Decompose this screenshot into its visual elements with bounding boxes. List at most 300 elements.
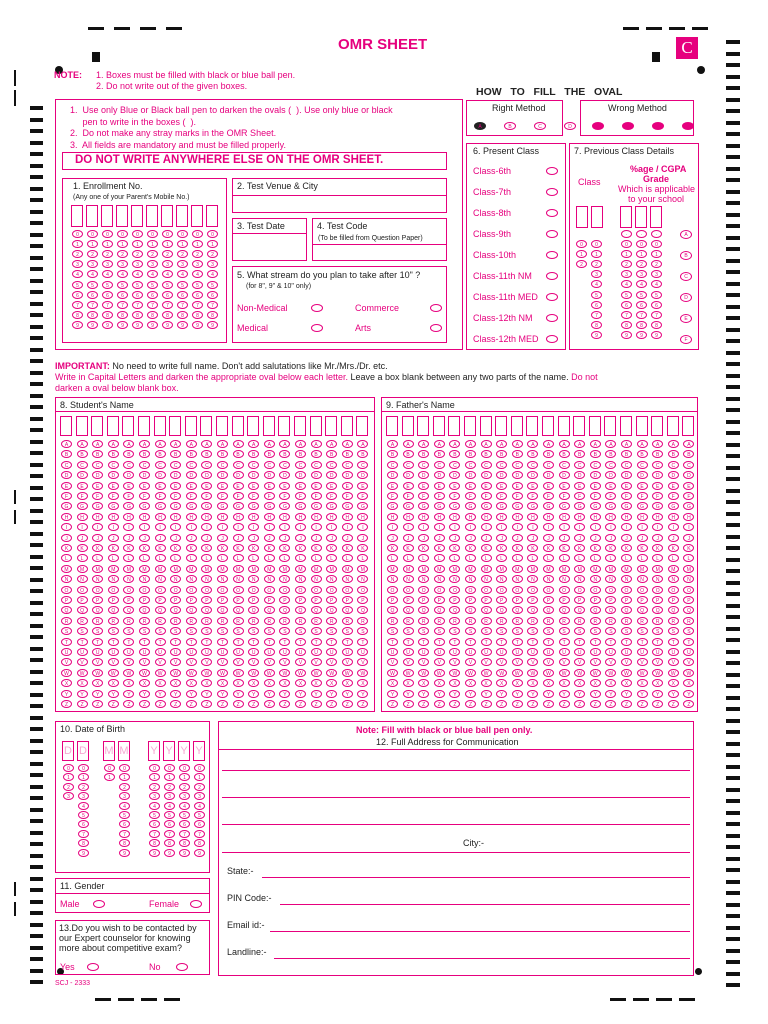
enrollment-oval[interactable]: 8: [87, 311, 98, 319]
student-name-oval[interactable]: O: [77, 586, 88, 594]
enrollment-oval[interactable]: 5: [132, 281, 143, 289]
student-name-oval[interactable]: M: [217, 565, 228, 573]
father-name-oval[interactable]: B: [637, 450, 648, 458]
student-name-oval[interactable]: M: [264, 565, 275, 573]
student-name-oval[interactable]: V: [264, 658, 275, 666]
father-name-oval[interactable]: K: [590, 544, 601, 552]
father-name-oval[interactable]: K: [465, 544, 476, 552]
father-name-oval[interactable]: R: [496, 617, 507, 625]
father-name-letter-box[interactable]: [542, 416, 554, 436]
father-name-oval[interactable]: Z: [559, 700, 570, 708]
enrollment-oval[interactable]: 7: [102, 301, 113, 309]
father-name-oval[interactable]: X: [387, 679, 398, 687]
student-name-oval[interactable]: H: [186, 513, 197, 521]
student-name-oval[interactable]: W: [248, 669, 259, 677]
father-name-oval[interactable]: V: [512, 658, 523, 666]
father-name-oval[interactable]: H: [418, 513, 429, 521]
student-name-oval[interactable]: K: [357, 544, 368, 552]
father-name-oval[interactable]: Z: [496, 700, 507, 708]
father-name-oval[interactable]: R: [387, 617, 398, 625]
student-name-oval[interactable]: C: [139, 461, 150, 469]
student-name-oval[interactable]: I: [123, 523, 134, 531]
dob-oval[interactable]: 4: [179, 802, 190, 810]
father-name-oval[interactable]: P: [574, 596, 585, 604]
student-name-oval[interactable]: Y: [186, 690, 197, 698]
student-name-oval[interactable]: C: [326, 461, 337, 469]
student-name-oval[interactable]: T: [186, 638, 197, 646]
grade-oval[interactable]: 4: [621, 280, 632, 288]
father-name-oval[interactable]: N: [590, 575, 601, 583]
student-name-oval[interactable]: P: [217, 596, 228, 604]
father-name-oval[interactable]: F: [434, 492, 445, 500]
father-name-oval[interactable]: T: [668, 638, 679, 646]
student-name-oval[interactable]: V: [217, 658, 228, 666]
student-name-oval[interactable]: S: [139, 627, 150, 635]
father-name-oval[interactable]: S: [527, 627, 538, 635]
father-name-oval[interactable]: F: [590, 492, 601, 500]
student-name-oval[interactable]: L: [279, 554, 290, 562]
father-name-oval[interactable]: L: [574, 554, 585, 562]
father-name-oval[interactable]: S: [637, 627, 648, 635]
enrollment-oval[interactable]: 0: [207, 230, 218, 238]
student-name-oval[interactable]: T: [123, 638, 134, 646]
father-name-oval[interactable]: M: [527, 565, 538, 573]
student-name-oval[interactable]: D: [201, 471, 212, 479]
student-name-oval[interactable]: V: [295, 658, 306, 666]
father-name-oval[interactable]: F: [496, 492, 507, 500]
student-name-oval[interactable]: H: [201, 513, 212, 521]
father-name-oval[interactable]: Z: [543, 700, 554, 708]
address-field-line[interactable]: [270, 931, 690, 932]
enrollment-oval[interactable]: 1: [207, 240, 218, 248]
father-name-oval[interactable]: Y: [496, 690, 507, 698]
student-name-oval[interactable]: J: [357, 534, 368, 542]
student-name-oval[interactable]: O: [357, 586, 368, 594]
student-name-oval[interactable]: E: [77, 482, 88, 490]
father-name-oval[interactable]: Z: [621, 700, 632, 708]
father-name-oval[interactable]: G: [527, 502, 538, 510]
student-name-oval[interactable]: O: [139, 586, 150, 594]
dob-oval[interactable]: 8: [164, 839, 175, 847]
class-oval[interactable]: 7: [591, 311, 602, 319]
class-oval[interactable]: 5: [591, 291, 602, 299]
enrollment-digit-box[interactable]: [101, 205, 113, 227]
student-name-oval[interactable]: G: [123, 502, 134, 510]
father-name-oval[interactable]: Z: [668, 700, 679, 708]
student-name-oval[interactable]: L: [311, 554, 322, 562]
father-name-oval[interactable]: V: [683, 658, 694, 666]
student-name-oval[interactable]: A: [342, 440, 353, 448]
father-name-oval[interactable]: E: [434, 482, 445, 490]
father-name-oval[interactable]: Y: [449, 690, 460, 698]
dob-oval[interactable]: 5: [119, 811, 130, 819]
enrollment-oval[interactable]: 6: [147, 291, 158, 299]
student-name-oval[interactable]: M: [233, 565, 244, 573]
student-name-oval[interactable]: Y: [248, 690, 259, 698]
father-name-oval[interactable]: T: [621, 638, 632, 646]
student-name-oval[interactable]: B: [61, 450, 72, 458]
father-name-letter-box[interactable]: [448, 416, 460, 436]
father-name-oval[interactable]: A: [403, 440, 414, 448]
father-name-oval[interactable]: D: [543, 471, 554, 479]
father-name-oval[interactable]: F: [403, 492, 414, 500]
student-name-oval[interactable]: J: [170, 534, 181, 542]
father-name-oval[interactable]: O: [418, 586, 429, 594]
father-name-oval[interactable]: L: [683, 554, 694, 562]
student-name-oval[interactable]: O: [170, 586, 181, 594]
student-name-oval[interactable]: S: [170, 627, 181, 635]
dob-oval[interactable]: 3: [179, 792, 190, 800]
student-name-oval[interactable]: V: [108, 658, 119, 666]
enrollment-oval[interactable]: 0: [192, 230, 203, 238]
father-name-oval[interactable]: F: [637, 492, 648, 500]
father-name-oval[interactable]: M: [496, 565, 507, 573]
student-name-oval[interactable]: Y: [155, 690, 166, 698]
father-name-oval[interactable]: K: [574, 544, 585, 552]
father-name-oval[interactable]: I: [403, 523, 414, 531]
student-name-oval[interactable]: H: [170, 513, 181, 521]
dob-oval[interactable]: 0: [149, 764, 160, 772]
father-name-oval[interactable]: I: [543, 523, 554, 531]
student-name-oval[interactable]: W: [264, 669, 275, 677]
father-name-oval[interactable]: X: [403, 679, 414, 687]
dob-oval[interactable]: 4: [194, 802, 205, 810]
student-name-oval[interactable]: P: [248, 596, 259, 604]
student-name-oval[interactable]: F: [279, 492, 290, 500]
father-name-oval[interactable]: E: [481, 482, 492, 490]
student-name-oval[interactable]: V: [248, 658, 259, 666]
student-name-oval[interactable]: W: [342, 669, 353, 677]
grade-digit-box[interactable]: [635, 206, 647, 228]
student-name-oval[interactable]: Y: [61, 690, 72, 698]
student-name-oval[interactable]: X: [311, 679, 322, 687]
enrollment-oval[interactable]: 5: [162, 281, 173, 289]
student-name-oval[interactable]: E: [201, 482, 212, 490]
student-name-oval[interactable]: R: [357, 617, 368, 625]
student-name-oval[interactable]: A: [155, 440, 166, 448]
father-name-oval[interactable]: I: [590, 523, 601, 531]
father-name-oval[interactable]: E: [605, 482, 616, 490]
student-name-oval[interactable]: L: [248, 554, 259, 562]
student-name-oval[interactable]: B: [248, 450, 259, 458]
student-name-oval[interactable]: N: [248, 575, 259, 583]
father-name-oval[interactable]: D: [387, 471, 398, 479]
dob-oval[interactable]: 9: [78, 849, 89, 857]
father-name-oval[interactable]: B: [481, 450, 492, 458]
father-name-oval[interactable]: M: [668, 565, 679, 573]
father-name-oval[interactable]: Q: [418, 606, 429, 614]
father-name-oval[interactable]: D: [590, 471, 601, 479]
enrollment-oval[interactable]: 9: [207, 321, 218, 329]
father-name-letter-box[interactable]: [620, 416, 632, 436]
student-name-oval[interactable]: I: [77, 523, 88, 531]
father-name-oval[interactable]: P: [403, 596, 414, 604]
student-name-oval[interactable]: N: [357, 575, 368, 583]
dob-oval[interactable]: 7: [179, 830, 190, 838]
student-name-oval[interactable]: G: [217, 502, 228, 510]
student-name-oval[interactable]: X: [248, 679, 259, 687]
father-name-oval[interactable]: T: [574, 638, 585, 646]
student-name-oval[interactable]: S: [201, 627, 212, 635]
student-name-oval[interactable]: V: [279, 658, 290, 666]
father-name-oval[interactable]: E: [621, 482, 632, 490]
father-name-oval[interactable]: A: [418, 440, 429, 448]
father-name-oval[interactable]: W: [512, 669, 523, 677]
enrollment-oval[interactable]: 5: [192, 281, 203, 289]
enrollment-oval[interactable]: 4: [87, 270, 98, 278]
student-name-oval[interactable]: U: [186, 648, 197, 656]
enrollment-oval[interactable]: 6: [177, 291, 188, 299]
dob-oval[interactable]: 2: [164, 783, 175, 791]
grade-oval[interactable]: 1: [651, 250, 662, 258]
enrollment-oval[interactable]: 4: [207, 270, 218, 278]
father-name-oval[interactable]: B: [590, 450, 601, 458]
father-name-oval[interactable]: J: [543, 534, 554, 542]
student-name-oval[interactable]: T: [217, 638, 228, 646]
father-name-oval[interactable]: Q: [574, 606, 585, 614]
student-name-oval[interactable]: I: [186, 523, 197, 531]
father-name-oval[interactable]: V: [637, 658, 648, 666]
student-name-oval[interactable]: X: [264, 679, 275, 687]
father-name-oval[interactable]: R: [683, 617, 694, 625]
student-name-oval[interactable]: X: [123, 679, 134, 687]
father-name-oval[interactable]: E: [449, 482, 460, 490]
father-name-oval[interactable]: O: [605, 586, 616, 594]
student-name-oval[interactable]: K: [108, 544, 119, 552]
father-name-oval[interactable]: J: [465, 534, 476, 542]
grade-oval[interactable]: 9: [651, 331, 662, 339]
father-name-oval[interactable]: V: [605, 658, 616, 666]
student-name-letter-box[interactable]: [169, 416, 181, 436]
student-name-oval[interactable]: W: [77, 669, 88, 677]
father-name-oval[interactable]: J: [387, 534, 398, 542]
father-name-oval[interactable]: F: [683, 492, 694, 500]
student-name-oval[interactable]: G: [279, 502, 290, 510]
dob-digit-box[interactable]: M: [103, 741, 115, 761]
student-name-oval[interactable]: R: [217, 617, 228, 625]
dob-oval[interactable]: 0: [104, 764, 115, 772]
student-name-oval[interactable]: I: [92, 523, 103, 531]
father-name-oval[interactable]: T: [449, 638, 460, 646]
student-name-oval[interactable]: I: [233, 523, 244, 531]
enrollment-oval[interactable]: 3: [207, 260, 218, 268]
student-name-oval[interactable]: Q: [357, 606, 368, 614]
student-name-oval[interactable]: E: [357, 482, 368, 490]
father-name-oval[interactable]: S: [418, 627, 429, 635]
father-name-letter-box[interactable]: [526, 416, 538, 436]
father-name-oval[interactable]: E: [403, 482, 414, 490]
father-name-oval[interactable]: W: [465, 669, 476, 677]
father-name-oval[interactable]: X: [652, 679, 663, 687]
father-name-oval[interactable]: A: [668, 440, 679, 448]
student-name-oval[interactable]: X: [233, 679, 244, 687]
student-name-oval[interactable]: J: [279, 534, 290, 542]
student-name-oval[interactable]: U: [279, 648, 290, 656]
student-name-oval[interactable]: Q: [217, 606, 228, 614]
enrollment-oval[interactable]: 4: [132, 270, 143, 278]
student-name-oval[interactable]: R: [248, 617, 259, 625]
student-name-oval[interactable]: P: [342, 596, 353, 604]
student-name-oval[interactable]: L: [342, 554, 353, 562]
grade-oval[interactable]: 6: [621, 301, 632, 309]
student-name-letter-box[interactable]: [294, 416, 306, 436]
student-name-oval[interactable]: D: [311, 471, 322, 479]
father-name-letter-box[interactable]: [558, 416, 570, 436]
father-name-oval[interactable]: T: [434, 638, 445, 646]
father-name-oval[interactable]: N: [683, 575, 694, 583]
student-name-oval[interactable]: R: [264, 617, 275, 625]
father-name-oval[interactable]: Y: [668, 690, 679, 698]
student-name-oval[interactable]: B: [342, 450, 353, 458]
student-name-oval[interactable]: W: [139, 669, 150, 677]
student-name-oval[interactable]: Q: [92, 606, 103, 614]
student-name-oval[interactable]: K: [61, 544, 72, 552]
father-name-oval[interactable]: Q: [403, 606, 414, 614]
student-name-oval[interactable]: F: [217, 492, 228, 500]
dob-oval[interactable]: 2: [179, 783, 190, 791]
father-name-oval[interactable]: G: [512, 502, 523, 510]
student-name-oval[interactable]: W: [201, 669, 212, 677]
student-name-oval[interactable]: L: [170, 554, 181, 562]
student-name-oval[interactable]: L: [295, 554, 306, 562]
father-name-oval[interactable]: F: [652, 492, 663, 500]
father-name-oval[interactable]: U: [652, 648, 663, 656]
father-name-oval[interactable]: D: [652, 471, 663, 479]
father-name-oval[interactable]: P: [637, 596, 648, 604]
wrong-method-oval[interactable]: [652, 122, 664, 130]
father-name-oval[interactable]: G: [574, 502, 585, 510]
father-name-oval[interactable]: B: [621, 450, 632, 458]
father-name-oval[interactable]: G: [403, 502, 414, 510]
dob-oval[interactable]: 9: [194, 849, 205, 857]
student-name-oval[interactable]: M: [201, 565, 212, 573]
student-name-oval[interactable]: T: [61, 638, 72, 646]
student-name-oval[interactable]: D: [357, 471, 368, 479]
enrollment-oval[interactable]: 7: [132, 301, 143, 309]
student-name-letter-box[interactable]: [122, 416, 134, 436]
student-name-oval[interactable]: A: [357, 440, 368, 448]
enrollment-oval[interactable]: 0: [72, 230, 83, 238]
father-name-oval[interactable]: M: [434, 565, 445, 573]
father-name-oval[interactable]: S: [434, 627, 445, 635]
student-name-oval[interactable]: X: [186, 679, 197, 687]
father-name-oval[interactable]: X: [559, 679, 570, 687]
father-name-oval[interactable]: M: [683, 565, 694, 573]
father-name-oval[interactable]: H: [574, 513, 585, 521]
father-name-oval[interactable]: C: [605, 461, 616, 469]
enrollment-oval[interactable]: 9: [177, 321, 188, 329]
student-name-oval[interactable]: U: [264, 648, 275, 656]
father-name-oval[interactable]: U: [449, 648, 460, 656]
enrollment-oval[interactable]: 3: [102, 260, 113, 268]
student-name-oval[interactable]: G: [77, 502, 88, 510]
student-name-oval[interactable]: P: [311, 596, 322, 604]
father-name-oval[interactable]: X: [637, 679, 648, 687]
student-name-oval[interactable]: I: [61, 523, 72, 531]
student-name-oval[interactable]: K: [233, 544, 244, 552]
father-name-oval[interactable]: Y: [418, 690, 429, 698]
student-name-oval[interactable]: Z: [186, 700, 197, 708]
father-name-oval[interactable]: D: [465, 471, 476, 479]
student-name-oval[interactable]: J: [248, 534, 259, 542]
father-name-letter-box[interactable]: [511, 416, 523, 436]
stream-oval-medical[interactable]: [311, 324, 323, 332]
father-name-oval[interactable]: B: [652, 450, 663, 458]
student-name-oval[interactable]: R: [92, 617, 103, 625]
student-name-oval[interactable]: S: [61, 627, 72, 635]
father-name-oval[interactable]: U: [481, 648, 492, 656]
student-name-oval[interactable]: G: [201, 502, 212, 510]
father-name-oval[interactable]: U: [683, 648, 694, 656]
dob-oval[interactable]: 8: [194, 839, 205, 847]
father-name-oval[interactable]: R: [418, 617, 429, 625]
enrollment-oval[interactable]: 2: [147, 250, 158, 258]
father-name-oval[interactable]: Z: [683, 700, 694, 708]
dob-oval[interactable]: 5: [164, 811, 175, 819]
father-name-oval[interactable]: W: [543, 669, 554, 677]
father-name-oval[interactable]: F: [668, 492, 679, 500]
father-name-oval[interactable]: E: [637, 482, 648, 490]
student-name-oval[interactable]: O: [186, 586, 197, 594]
father-name-oval[interactable]: O: [559, 586, 570, 594]
student-name-oval[interactable]: R: [186, 617, 197, 625]
father-name-oval[interactable]: Q: [449, 606, 460, 614]
student-name-oval[interactable]: A: [295, 440, 306, 448]
student-name-oval[interactable]: V: [123, 658, 134, 666]
enrollment-oval[interactable]: 8: [102, 311, 113, 319]
student-name-oval[interactable]: Z: [326, 700, 337, 708]
dob-oval[interactable]: 9: [179, 849, 190, 857]
father-name-oval[interactable]: P: [543, 596, 554, 604]
father-name-oval[interactable]: I: [434, 523, 445, 531]
father-name-oval[interactable]: O: [652, 586, 663, 594]
father-name-oval[interactable]: B: [434, 450, 445, 458]
father-name-oval[interactable]: K: [637, 544, 648, 552]
student-name-oval[interactable]: N: [201, 575, 212, 583]
father-name-oval[interactable]: S: [496, 627, 507, 635]
enrollment-oval[interactable]: 0: [102, 230, 113, 238]
enrollment-oval[interactable]: 5: [207, 281, 218, 289]
grade-letter-oval[interactable]: B: [680, 251, 692, 260]
enrollment-digit-box[interactable]: [86, 205, 98, 227]
father-name-oval[interactable]: D: [403, 471, 414, 479]
enrollment-oval[interactable]: 3: [177, 260, 188, 268]
enrollment-oval[interactable]: 8: [162, 311, 173, 319]
father-name-oval[interactable]: X: [496, 679, 507, 687]
student-name-oval[interactable]: G: [264, 502, 275, 510]
grade-oval[interactable]: 2: [621, 260, 632, 268]
address-line[interactable]: [222, 770, 690, 771]
address-field-line[interactable]: [262, 877, 690, 878]
father-name-oval[interactable]: Z: [449, 700, 460, 708]
enrollment-oval[interactable]: 4: [147, 270, 158, 278]
father-name-oval[interactable]: H: [590, 513, 601, 521]
father-name-oval[interactable]: F: [465, 492, 476, 500]
student-name-oval[interactable]: N: [342, 575, 353, 583]
grade-oval[interactable]: 8: [621, 321, 632, 329]
father-name-oval[interactable]: G: [668, 502, 679, 510]
student-name-oval[interactable]: J: [264, 534, 275, 542]
student-name-oval[interactable]: B: [92, 450, 103, 458]
student-name-oval[interactable]: Q: [155, 606, 166, 614]
father-name-oval[interactable]: K: [403, 544, 414, 552]
father-name-oval[interactable]: Q: [543, 606, 554, 614]
student-name-oval[interactable]: K: [201, 544, 212, 552]
student-name-oval[interactable]: O: [264, 586, 275, 594]
class-oval[interactable]: 2: [591, 260, 602, 268]
student-name-oval[interactable]: U: [248, 648, 259, 656]
father-name-oval[interactable]: Y: [465, 690, 476, 698]
